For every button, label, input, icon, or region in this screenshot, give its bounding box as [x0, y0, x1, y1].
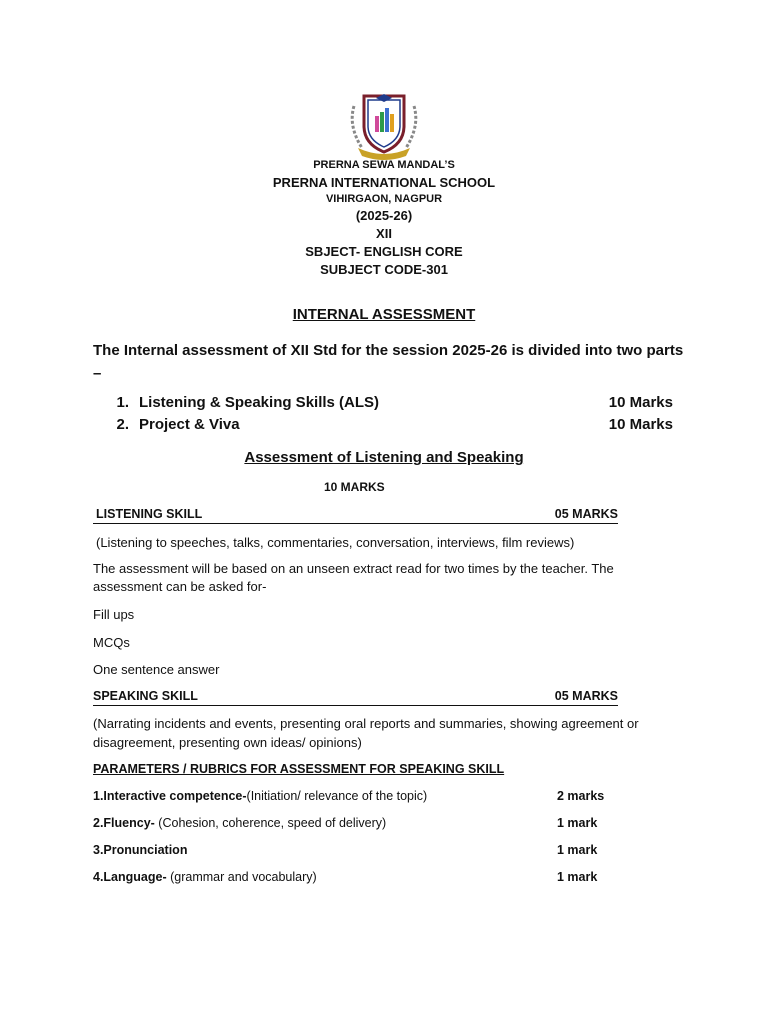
school-logo — [344, 86, 424, 160]
listening-heading — [93, 507, 618, 524]
listening-label: LISTENING SKILL — [96, 507, 203, 521]
section-marks: 10 MARKS — [324, 480, 385, 494]
part-label: Listening & Speaking Skills (ALS) — [139, 394, 380, 411]
speaking-marks: 05 MARKS — [554, 689, 618, 703]
rubric-detail: (Initiation/ relevance of the topic) — [246, 789, 428, 803]
speaking-label: SPEAKING SKILL — [93, 689, 198, 703]
list-item: MCQs — [93, 635, 130, 650]
list-item: Fill ups — [93, 607, 135, 622]
rubric-head: 1.Interactive competence- — [93, 789, 247, 803]
listening-para-1: The assessment will be based on an unseen extract read for two times by the teacher. The — [93, 561, 614, 576]
org-name: PRERNA SEWA MANDAL’S — [313, 159, 455, 171]
rubric-row — [93, 843, 613, 857]
school-name: PRERNA INTERNATIONAL SCHOOL — [272, 175, 496, 190]
list-item: One sentence answer — [93, 662, 220, 677]
rubric-head: 2.Fluency- — [93, 816, 155, 830]
rubric-detail: (grammar and vocabulary) — [166, 870, 317, 884]
rubric-head: 4.Language- — [93, 870, 167, 884]
page-title: INTERNAL ASSESSMENT — [292, 306, 476, 323]
rubric-marks: 2 marks — [557, 789, 605, 803]
part-marks: 10 Marks — [608, 394, 673, 411]
part-label: Project & Viva — [139, 416, 240, 433]
part-item — [93, 394, 673, 411]
listening-para-2: assessment can be asked for- — [93, 579, 267, 594]
rubric-row — [93, 816, 613, 830]
class-label: XII — [376, 226, 392, 241]
part-marks: 10 Marks — [608, 416, 673, 433]
intro-text: The Internal assessment of XII Std for the session 2025-26 is divided into two parts – — [93, 342, 684, 382]
rubrics-title: PARAMETERS / RUBRICS FOR ASSESSMENT FOR SPEAKING SKILL — [93, 762, 505, 776]
rubric-row — [93, 870, 613, 884]
subject-code: SUBJECT CODE-301 — [320, 262, 448, 277]
rubric-marks: 1 mark — [557, 816, 598, 830]
part-item — [93, 416, 673, 433]
rubric-marks: 1 mark — [557, 843, 598, 857]
speaking-heading — [93, 689, 618, 706]
subject-label: SBJECT- ENGLISH CORE — [305, 244, 463, 259]
part-number: 1. — [116, 394, 129, 411]
speaking-desc-1: (Narrating incidents and events, presenting oral reports and summaries, showing agreement or — [93, 716, 639, 731]
section-title: Assessment of Listening and Speaking — [244, 449, 524, 466]
speaking-desc-2: disagreement, presenting own ideas/ opinions) — [93, 735, 362, 750]
rubric-detail: (Cohesion, coherence, speed of delivery) — [154, 816, 387, 830]
rubric-head: 3.Pronunciation — [93, 843, 188, 857]
session: (2025-26) — [355, 208, 413, 223]
rubric-marks: 1 mark — [557, 870, 598, 884]
rubric-row — [93, 789, 613, 803]
school-location: VIHIRGAON, NAGPUR — [325, 193, 443, 205]
part-number: 2. — [116, 416, 129, 433]
listening-desc: (Listening to speeches, talks, commentaries, conversation, interviews, film reviews) — [96, 535, 575, 550]
listening-marks: 05 MARKS — [554, 507, 618, 521]
